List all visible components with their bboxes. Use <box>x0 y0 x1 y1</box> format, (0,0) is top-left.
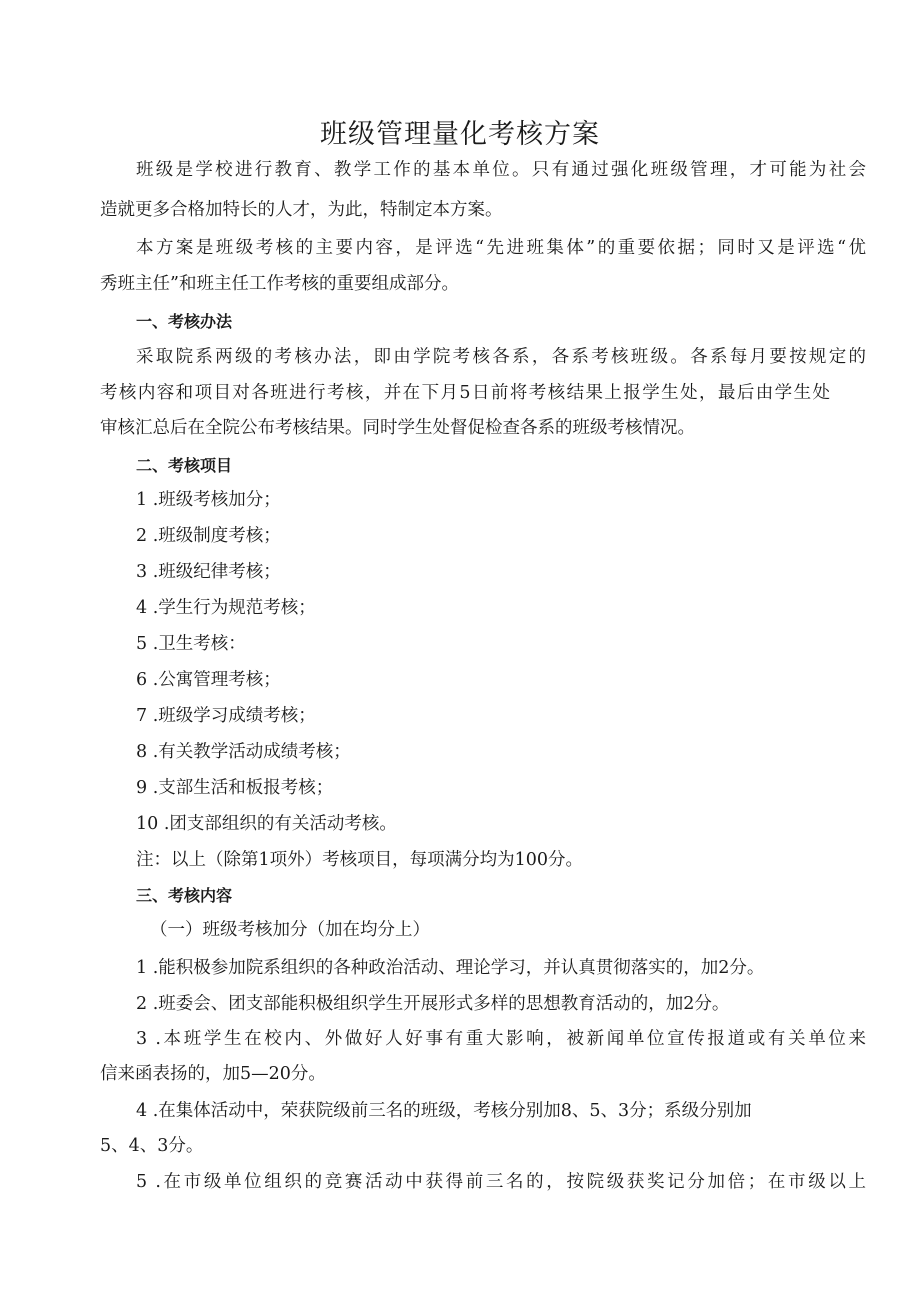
content-line: 5、4、3分。 <box>100 1136 204 1156</box>
list-item: 1 .班级考核加分； <box>136 490 281 510</box>
list-item: 7 .班级学习成绩考核； <box>136 706 316 726</box>
list-item: 9 .支部生活和板报考核； <box>136 778 334 798</box>
section-heading-method: 一、考核办法 <box>136 312 233 331</box>
content-line: 3 .本班学生在校内、外做好人好事有重大影响，被新闻单位宣传报道或有关单位来 <box>136 1029 866 1049</box>
method-line: 审核汇总后在全院公布考核结果。同时学生处督促检查各系的班级考核情况。 <box>100 418 695 438</box>
intro-line: 造就更多合格加特长的人才，为此，特制定本方案。 <box>100 200 503 220</box>
list-item: 6 .公寓管理考核； <box>136 670 281 690</box>
list-item: 5 .卫生考核： <box>136 634 246 654</box>
intro-line: 秀班主任”和班主任工作考核的重要组成部分。 <box>100 274 459 294</box>
section-heading-items: 二、考核项目 <box>136 456 233 475</box>
list-item: 2 .班级制度考核； <box>136 526 281 546</box>
list-item: 4 .学生行为规范考核； <box>136 598 316 618</box>
intro-line: 本方案是班级考核的主要内容，是评选“先进班集体”的重要依据；同时又是评选“优 <box>136 238 866 258</box>
items-note: 注：以上（除第1项外）考核项目，每项满分均为100分。 <box>136 850 584 870</box>
content-line: 4 .在集体活动中，荣获院级前三名的班级，考核分别加8、5、3分；系级分别加 <box>136 1101 752 1121</box>
intro-line: 班级是学校进行教育、教学工作的基本单位。只有通过强化班级管理，才可能为社会 <box>136 160 866 180</box>
content-line: 1 .能积极参加院系组织的各种政治活动、理论学习，并认真贯彻落实的，加2分。 <box>136 958 765 978</box>
method-line: 考核内容和项目对各班进行考核，并在下月5日前将考核结果上报学生处，最后由学生处 <box>100 383 830 403</box>
sub-heading: （一）班级考核加分（加在均分上） <box>150 920 430 940</box>
document-title: 班级管理量化考核方案 <box>320 119 600 150</box>
list-item: 10 .团支部组织的有关活动考核。 <box>136 814 397 834</box>
list-item: 8 .有关教学活动成绩考核； <box>136 742 351 762</box>
section-heading-content: 三、考核内容 <box>136 886 233 905</box>
content-line: 2 .班委会、团支部能积极组织学生开展形式多样的思想教育活动的，加2分。 <box>136 994 730 1014</box>
method-line: 采取院系两级的考核办法，即由学院考核各系，各系考核班级。各系每月要按规定的 <box>136 347 866 367</box>
list-item: 3 .班级纪律考核； <box>136 562 281 582</box>
content-line: 信来函表扬的，加5—20分。 <box>100 1064 326 1084</box>
content-line: 5 .在市级单位组织的竞赛活动中获得前三名的，按院级获奖记分加倍；在市级以上 <box>136 1172 866 1192</box>
